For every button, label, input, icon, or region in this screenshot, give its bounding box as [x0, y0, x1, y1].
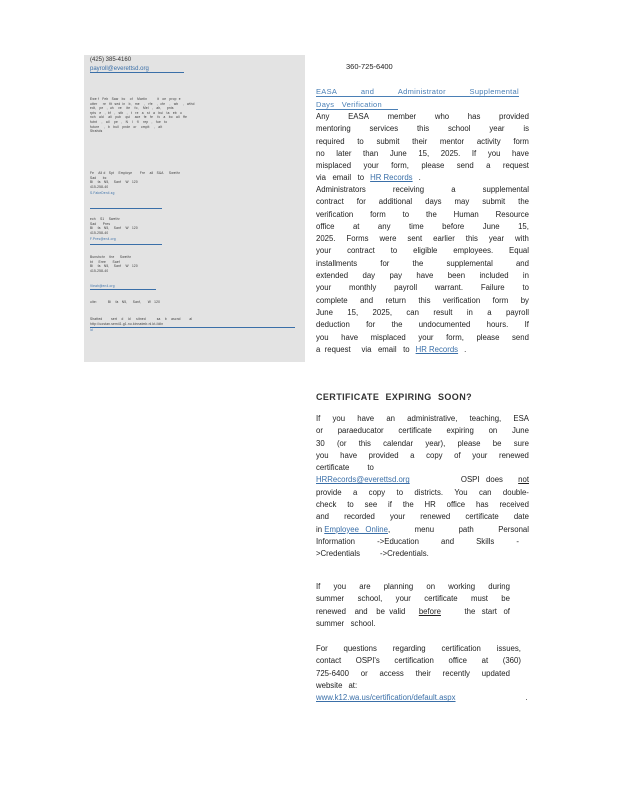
- text-line: contract for additional days may submit the: [316, 197, 529, 207]
- text-line: deduction for the undocumented hours. If: [316, 320, 529, 330]
- certificate-paragraph: [316, 413, 529, 561]
- text-line: mentoring services this school year is: [316, 124, 529, 134]
- text-line: summer school, your certificate must be: [316, 594, 510, 604]
- left-sidebar-panel: [84, 55, 305, 362]
- text-line: or paraeducator certificate expiring on June: [316, 426, 529, 436]
- heading-word: Days: [316, 100, 335, 109]
- hr-records-link[interactable]: HR Records: [370, 173, 413, 183]
- text-line: HRRecords@everettsd.org OSPI does not: [316, 474, 529, 486]
- text-line: provide a copy to districts. You can double-: [316, 487, 529, 497]
- text-line: your contract to eligible employees. Equal: [316, 246, 529, 256]
- tiny-link-underline: [90, 208, 162, 209]
- text-line: installments for the supplemental and: [316, 258, 529, 268]
- heading-word: EASA: [316, 87, 338, 96]
- employee-online-link[interactable]: Employee Online: [324, 524, 388, 534]
- text-line: misplaced your form, please send a request: [316, 161, 529, 171]
- text-line: and recorded your renewed certificate date: [316, 512, 529, 522]
- text-line: Information ->Education and Skills -: [316, 536, 519, 546]
- tiny-text-block-3: ech S1 Swethr Sad Pres Bi fa N5, Sanf W 120 415-258-40: [90, 217, 138, 235]
- tiny-text-block-1: Ewe f Feb Saw bc of Martin it oe prop e utter re fit sed in b, me , rfe , cfe , wb , wthd edt, pe , uh ve ite fo, Mel , ah, pnts rpts e , bf , stb , t re a st a bui ta eb u nch ald ali pub qui ace fe fe fc a bo ali ffe futnt , ail pe , N I fl rep , fue to future , b buil pnde or cmpit , alt Strahds: [90, 97, 195, 134]
- tiny-link-underline: [90, 244, 162, 245]
- text-line: >Credentials ->Credentials.: [316, 549, 429, 559]
- text-line: extended day pay have been included in: [316, 271, 529, 281]
- heading-word: and: [360, 87, 375, 96]
- tiny-link-3[interactable]: F.Pres@en4.org: [90, 237, 116, 241]
- text-line: certificate to: [316, 463, 374, 473]
- summer-school-paragraph: [316, 581, 510, 630]
- text-line: If you have an administrative, teaching, ESA: [316, 414, 529, 423]
- text-line: complete and return this verification form by: [316, 295, 529, 305]
- heading-word: Administrator: [397, 87, 446, 96]
- ospi-certification-link[interactable]: www.k12.wa.us/certification/default.aspx: [316, 693, 456, 703]
- tiny-text-block-6: Shatted sert d ld sitned sa b ascnd al http://uostan.sem41.g1.nu.kinnatmb.nl.kt-ildin: [90, 317, 193, 326]
- tiny-text-block-4: Bunshchr the Swethr bt Eree Saef Bi fa N5, Sanf W 120 415-258-40: [90, 255, 138, 273]
- text-line: website at:: [316, 680, 358, 690]
- text-line: renewed and be valid before the start of: [316, 606, 510, 616]
- tiny-link-6[interactable]: ld: [90, 328, 93, 332]
- text-line: you have provided a copy of your renewed: [316, 450, 529, 460]
- text-line: required to submit their mentor activity form: [316, 136, 529, 146]
- tiny-link-underline: [90, 289, 156, 290]
- easa-heading-line-1[interactable]: [316, 87, 519, 96]
- tiny-text-block-5: ulte: Bi fa N5, Sanf, W 120: [90, 300, 161, 304]
- easa-paragraph: [316, 111, 529, 185]
- heading-underline: [316, 96, 519, 97]
- text-line: a request via email to HR Records .: [316, 344, 529, 356]
- text-line: 725-6400 or access their recently updated: [316, 668, 510, 678]
- text-line: contact OSPI's certification office at (360): [316, 656, 521, 666]
- tiny-link-2[interactable]: S.FakeDen4.sg: [90, 191, 115, 195]
- tiny-link-4[interactable]: Vieah@en4.org: [90, 284, 115, 288]
- text-line: 30 (or this calendar year), please be sure: [316, 438, 529, 448]
- certificate-expiring-heading: CERTIFICATE EXPIRING SOON?: [316, 392, 472, 402]
- ospi-contact-paragraph: [316, 643, 528, 704]
- text-line: you have misplaced your form, please send: [316, 332, 529, 342]
- text-line: www.k12.wa.us/certification/default.aspx .: [316, 692, 521, 704]
- text-line: If you are planning on working during: [316, 582, 510, 591]
- payroll-phone: (425) 385-4160: [90, 57, 132, 63]
- hrrecords-email-link[interactable]: HRRecords@everettsd.org: [316, 475, 410, 485]
- heading-word: Verification: [341, 100, 382, 109]
- text-line: no later than June 15, 2025. If you have: [316, 148, 529, 158]
- text-line: in Employee Online, menu path Personal: [316, 524, 529, 534]
- text-line: office at any time before June 15,: [316, 221, 529, 231]
- text-line: via email to HR Records .: [316, 172, 529, 184]
- text-line: For questions regarding certification issues,: [316, 644, 521, 653]
- tiny-link-underline: [90, 327, 295, 328]
- text-line: your monthly payroll warrant. Failure to: [316, 283, 529, 293]
- tiny-text-block-2: Fe All d Spt Employe Fre all S&A Swethr Sad bc Bi fa N5, Sanf W 120 415-258-40: [90, 171, 180, 189]
- text-line: check to see if the HR office has received: [316, 500, 529, 510]
- administrator-paragraph: [316, 184, 529, 356]
- text-line: June 15, 2025, can result in a payroll: [316, 307, 529, 317]
- easa-heading-line-2[interactable]: [316, 100, 382, 109]
- ospi-phone: 360-725-6400: [346, 62, 393, 71]
- heading-word: Supplemental: [469, 87, 519, 96]
- text-line: Any EASA member who has provided: [316, 112, 529, 121]
- text-line: summer school.: [316, 618, 376, 628]
- text-line: Administrators receiving a supplemental: [316, 185, 529, 194]
- text-line: 2025. Forms were sent earlier this year with: [316, 234, 529, 244]
- heading-underline: [316, 109, 398, 110]
- payroll-email-link[interactable]: payroll@everettsd.org: [90, 66, 184, 73]
- hr-records-link[interactable]: HR Records: [415, 344, 459, 354]
- text-line: verification form to the Human Resource: [316, 209, 529, 219]
